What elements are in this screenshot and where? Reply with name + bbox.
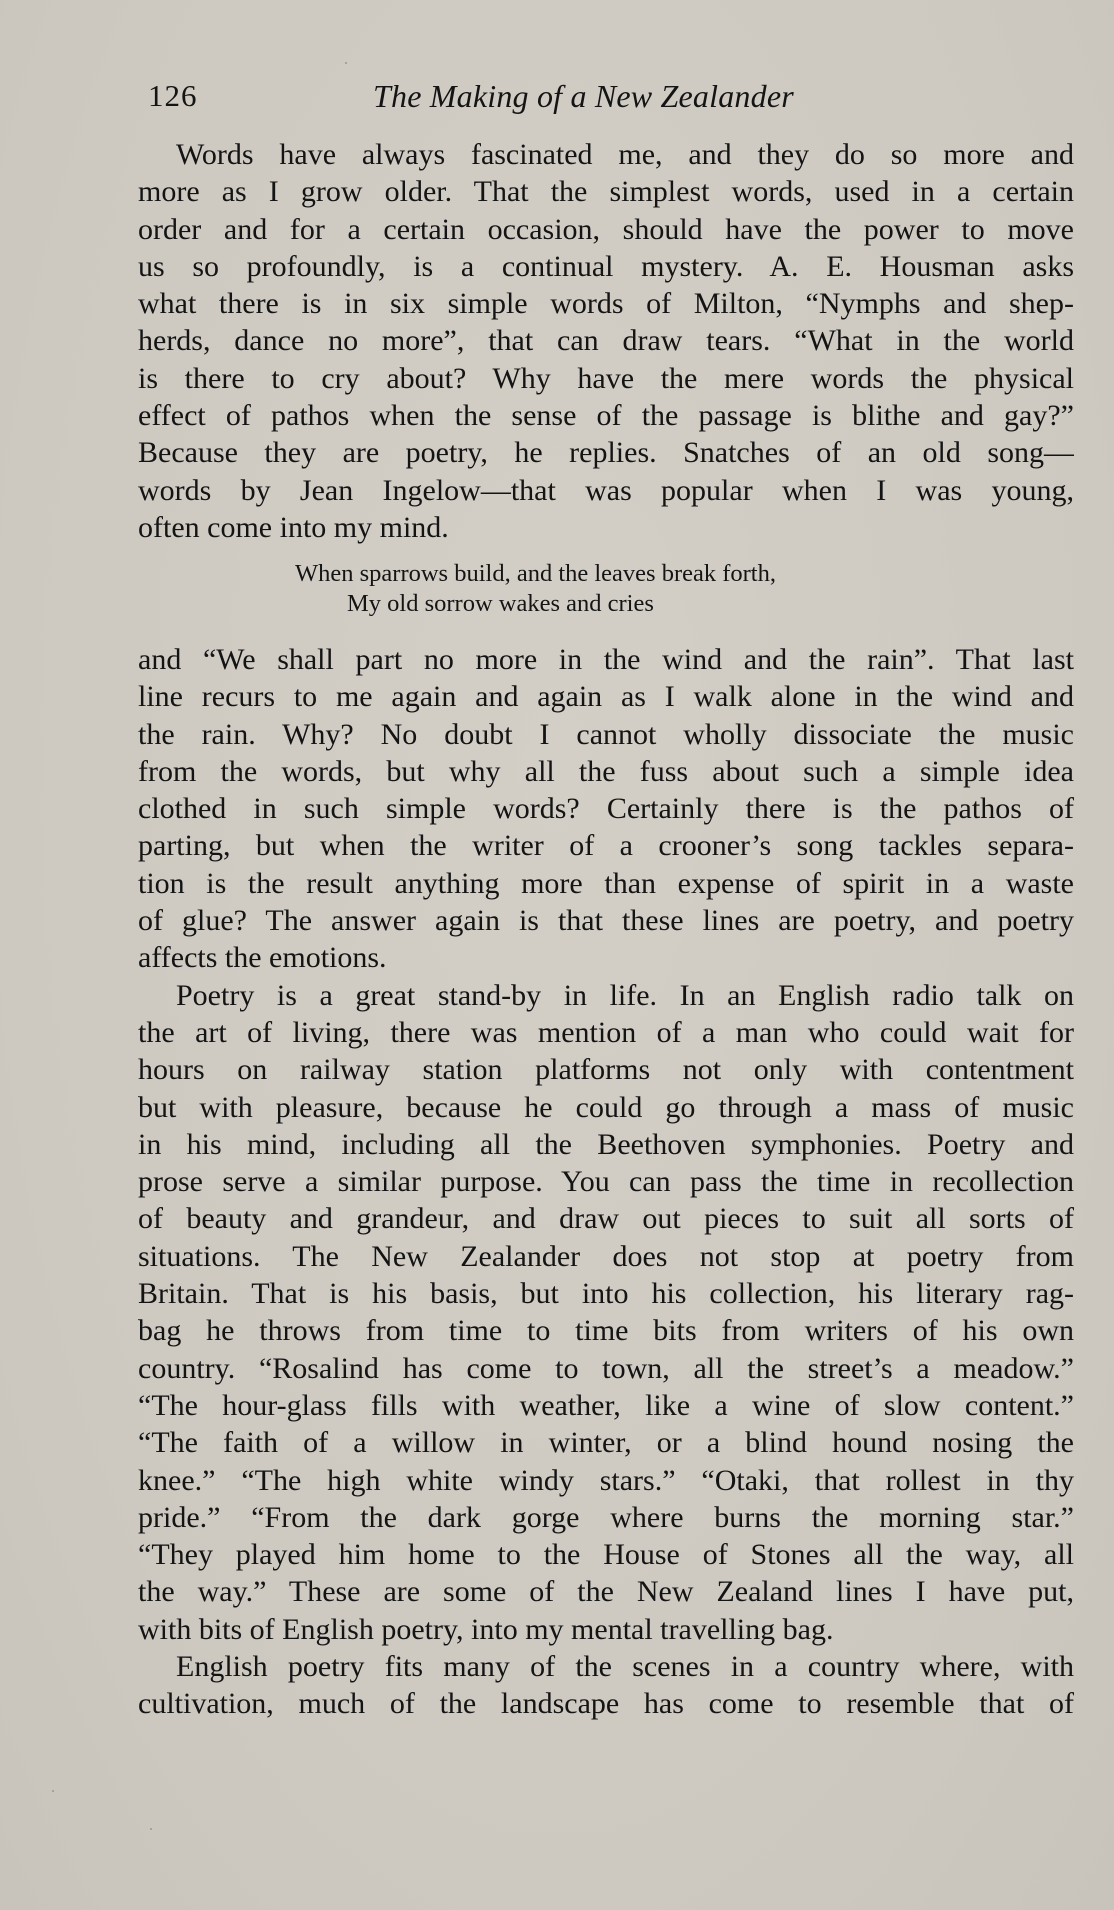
- paragraph-4: [138, 1648, 1074, 1723]
- paragraph-2: [138, 641, 1074, 977]
- text-line: “The faith of a willow in winter, or a blind hound nosing the: [138, 1426, 1074, 1460]
- text-line: knee.” “The high white windy stars.” “Otaki, that rollest in thy: [138, 1463, 1074, 1497]
- text-line: Because they are poetry, he replies. Snatches of an old song—: [138, 436, 1074, 470]
- text-line: parting, but when the writer of a crooner’s song tackles separa-: [138, 829, 1074, 863]
- text-line: and “We shall part no more in the wind and the rain”. That last: [138, 643, 1074, 676]
- text-line: of glue? The answer again is that these lines are poetry, and poetry: [138, 904, 1074, 938]
- text-line: pride.” “From the dark gorge where burns the morning star.”: [138, 1500, 1074, 1534]
- verse-line: My old sorrow wakes and cries: [347, 590, 654, 617]
- text-line: tion is the result anything more than expense of spirit in a waste: [138, 866, 1074, 900]
- text-line: often come into my mind.: [138, 510, 449, 544]
- text-line: of beauty and grandeur, and draw out pieces to suit all sorts of: [138, 1202, 1074, 1236]
- text-line: hours on railway station platforms not only with contentment: [138, 1053, 1074, 1087]
- paper-speck: [345, 62, 347, 64]
- text-block-bottom: [138, 641, 1074, 1723]
- running-head: [148, 78, 1078, 122]
- text-line: affects the emotions.: [138, 941, 387, 975]
- text-line: the art of living, there was mention of a man who could wait for: [138, 1015, 1074, 1049]
- text-line: the rain. Why? No doubt I cannot wholly dissociate the music: [138, 717, 1074, 751]
- text-line: words by Jean Ingelow—that was popular when I was young,: [138, 473, 1074, 507]
- page-number: 126: [148, 78, 198, 113]
- text-line: situations. The New Zealander does not stop at poetry from: [138, 1239, 1074, 1273]
- text-line: is there to cry about? Why have the mere words the physical: [138, 361, 1074, 395]
- text-line: English poetry fits many of the scenes in a country where, with: [176, 1650, 1074, 1684]
- text-line: clothed in such simple words? Certainly there is the pathos of: [138, 792, 1074, 826]
- paragraph-3: [138, 977, 1074, 1648]
- text-line: Britain. That is his basis, but into his collection, his literary rag-: [138, 1277, 1074, 1311]
- text-line: effect of pathos when the sense of the passage is blithe and gay?”: [138, 399, 1074, 433]
- text-line: bag he throws from time to time bits from writers of his own: [138, 1314, 1074, 1348]
- text-line: what there is in six simple words of Milton, “Nymphs and shep-: [138, 287, 1074, 321]
- text-block-top: [138, 136, 1074, 546]
- text-line: country. “Rosalind has come to town, all the street’s a meadow.”: [138, 1351, 1074, 1385]
- text-line: from the words, but why all the fuss about such a simple idea: [138, 754, 1074, 788]
- running-title: The Making of a New Zealander: [373, 78, 794, 114]
- paragraph-1: [138, 136, 1074, 546]
- text-line: “They played him home to the House of Stones all the way, all: [138, 1538, 1074, 1572]
- text-line: the way.” These are some of the New Zealand lines I have put,: [138, 1575, 1074, 1609]
- text-line: more as I grow older. That the simplest words, used in a certain: [138, 175, 1074, 209]
- verse-quotation: [295, 559, 995, 619]
- text-line: with bits of English poetry, into my mental travelling bag.: [138, 1612, 834, 1646]
- text-line: herds, dance no more”, that can draw tears. “What in the world: [138, 324, 1074, 358]
- text-line: in his mind, including all the Beethoven symphonies. Poetry and: [138, 1127, 1074, 1161]
- text-line: line recurs to me again and again as I walk alone in the wind and: [138, 680, 1074, 714]
- verse-line: When sparrows build, and the leaves break forth,: [295, 560, 776, 587]
- text-line: “The hour-glass fills with weather, like a wine of slow content.”: [138, 1388, 1074, 1422]
- text-line: Poetry is a great stand-by in life. In an English radio talk on: [176, 978, 1074, 1012]
- text-line: order and for a certain occasion, should have the power to move: [138, 212, 1074, 246]
- paper-speck: [52, 1790, 54, 1792]
- text-line: Words have always fascinated me, and they do so more and: [176, 138, 1074, 171]
- text-line: cultivation, much of the landscape has come to resemble that of: [138, 1687, 1074, 1721]
- paper-speck: [150, 1828, 152, 1830]
- text-line: us so profoundly, is a continual mystery. A. E. Housman asks: [138, 249, 1074, 283]
- text-line: prose serve a similar purpose. You can pass the time in recollection: [138, 1165, 1074, 1199]
- text-line: but with pleasure, because he could go through a mass of music: [138, 1090, 1074, 1124]
